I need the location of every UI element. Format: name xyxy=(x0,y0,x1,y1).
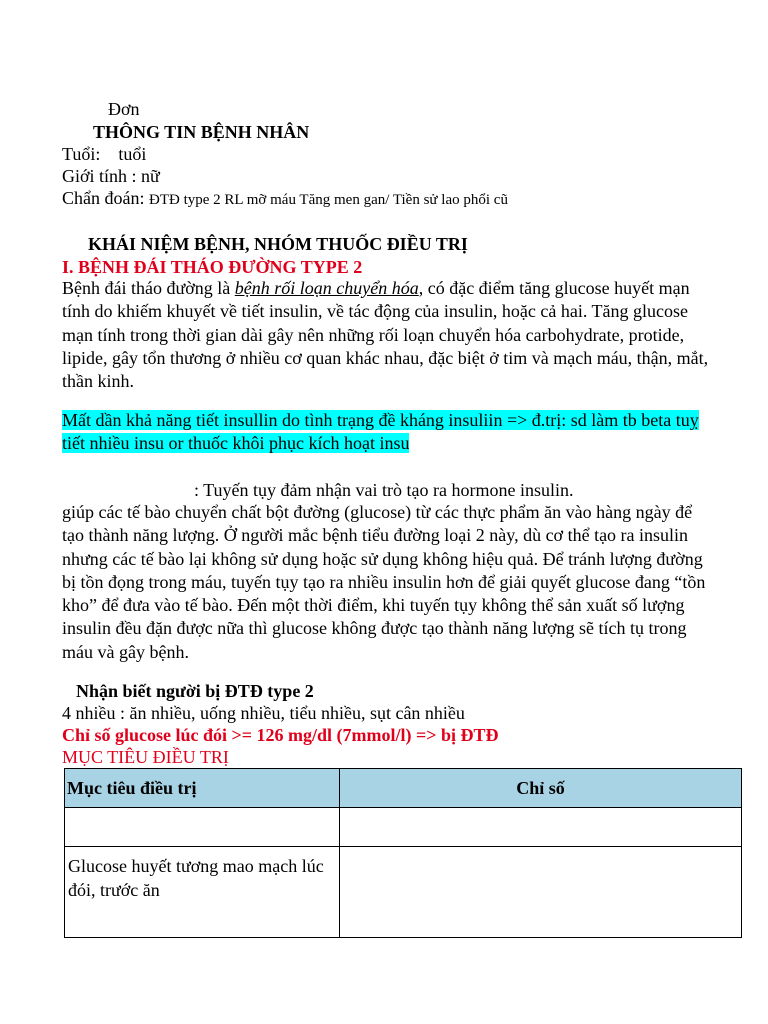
table-header-row xyxy=(65,769,742,808)
goals-heading: MỤC TIÊU ĐIỀU TRỊ xyxy=(62,747,229,767)
treatment-goals-table xyxy=(64,768,742,938)
mechanism-paragraph: giúp các tế bào chuyển chất bột đường (glucose) từ các thực phẩm ăn vào hàng ngày để tạo thành năng lượng. Ở người mắc bệnh tiểu đường loại 2 này, dù cơ thể tạo ra insulin nhưng các tế bào lại không sử dụng hoặc sử dụng không hiệu quả. Để tránh lượng đường bị tồn đọng trong máu, tuyến tụy tạo ra nhiều insulin hơn để giải quyết glucose đang “tồn kho” để đưa vào tế bào. Đến một thời điểm, khi tuyến tụy không thể sản xuất số lượng insulin đều đặn được nữa thì glucose không được tạo thành năng lượng sẽ tích tụ trong máu và gây bệnh. xyxy=(62,502,706,662)
highlight-note xyxy=(62,409,712,455)
diagnosis-value: ĐTĐ type 2 RL mỡ máu Tăng men gan/ Tiền sử lao phổi cũ xyxy=(149,192,508,208)
intro-text-a: Bệnh đái tháo đường là xyxy=(62,278,235,298)
don-label: Đơn xyxy=(108,99,140,119)
intro-paragraph xyxy=(62,277,712,393)
gender-row: Giới tính : nữ xyxy=(62,166,160,186)
section-heading: KHÁI NIỆM BỆNH, NHÓM THUỐC ĐIỀU TRỊ xyxy=(88,234,468,254)
table-cell xyxy=(65,847,340,938)
age-label: Tuổi: xyxy=(62,144,101,164)
age-unit: tuổi xyxy=(118,144,147,164)
patient-info-title: THÔNG TIN BỆNH NHÂN xyxy=(93,122,310,142)
intro-link[interactable]: bệnh rối loạn chuyển hóa xyxy=(234,278,419,298)
diagnosis-label: Chẩn đoán: xyxy=(62,188,145,208)
table-cell xyxy=(340,808,742,847)
section-subheading: I. BỆNH ĐÁI THÁO ĐƯỜNG TYPE 2 xyxy=(62,257,363,277)
intro-text-b: , có đặc điểm tăng glucose huyết mạn tính do khiếm khuyết về tiết insulin, về tác động của insulin, hoặc cả hai. Tăng glucose mạn tính trong thời gian dài gây nên những rối loạn chuyển hóa carbohydrate, protide, lipide, gây tổn thương ở nhiều cơ quan khác nhau, đặc biệt ở tim và mạch máu, thận, mắt, thần kinh. xyxy=(62,278,709,392)
glucose-goal-text: Glucose huyết tương mao mạch lúc đói, trước ăn xyxy=(68,856,324,900)
diagnosis-row xyxy=(62,187,508,211)
table-cell xyxy=(340,847,742,938)
age-row xyxy=(62,143,146,165)
header-index: Chỉ số xyxy=(340,769,742,808)
fasting-glucose-line: Chỉ số glucose lúc đói >= 126 mg/dl (7mmol/l) => bị ĐTĐ xyxy=(62,725,499,745)
symptoms-line: 4 nhiều : ăn nhiều, uống nhiều, tiểu nhiều, sụt cân nhiều xyxy=(62,703,465,723)
table-row xyxy=(65,847,742,938)
header-goal: Mục tiêu điều trị xyxy=(65,769,340,808)
pancreas-note: : Tuyến tụy đảm nhận vai trò tạo ra hormone insulin. xyxy=(194,480,574,500)
highlight-text: Mất dần khả năng tiết insullin do tình trạng đề kháng insuliin => đ.trị: sd làm tb beta tuỵ tiết nhiều insu or thuốc khôi phục kích hoạt insu xyxy=(62,410,699,453)
table-cell xyxy=(65,808,340,847)
recognize-heading: Nhận biết người bị ĐTĐ type 2 xyxy=(76,681,314,701)
table-row xyxy=(65,808,742,847)
